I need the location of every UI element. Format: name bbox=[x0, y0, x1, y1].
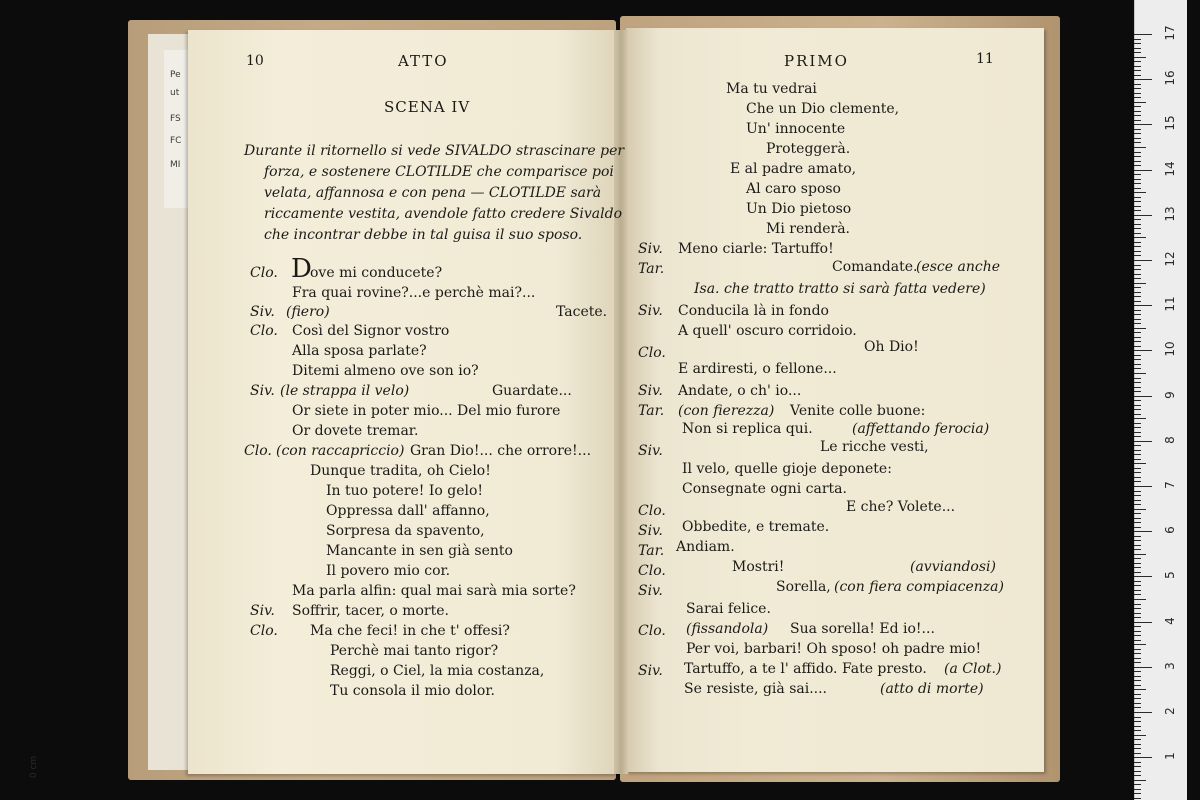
running-head: PRIMO bbox=[784, 52, 849, 70]
ruler-tick bbox=[1134, 70, 1141, 71]
ruler-tick bbox=[1134, 192, 1146, 193]
verse-line: Proteggerà. bbox=[766, 141, 851, 157]
ruler-tick bbox=[1134, 423, 1141, 424]
ruler-number: 5 bbox=[1163, 571, 1177, 580]
verse-line: Perchè mai tanto rigor? bbox=[330, 643, 499, 659]
ruler-tick bbox=[1134, 382, 1141, 383]
ruler-tick bbox=[1134, 84, 1141, 85]
stage-direction-line: forza, e sostenere CLOTILDE che comparisce poi bbox=[264, 164, 614, 180]
stage-direction-line: riccamente vestita, avendole fatto credere Sivaldo bbox=[264, 206, 622, 222]
ruler-number: 8 bbox=[1163, 435, 1177, 444]
speaker-label: Siv. bbox=[638, 383, 663, 399]
ruler-tick bbox=[1134, 676, 1141, 677]
ruler-tick bbox=[1134, 147, 1146, 148]
ruler-tick bbox=[1134, 328, 1146, 329]
verse-line: Che un Dio clemente, bbox=[746, 101, 900, 117]
verse-line: Sorella, bbox=[776, 579, 831, 595]
speaker-label: Siv. bbox=[250, 383, 275, 399]
speaker-label: Clo. bbox=[250, 323, 278, 339]
verse-line: Sorpresa da spavento, bbox=[326, 523, 485, 539]
verse-line: Ma parla alfin: qual mai sarà mia sorte? bbox=[292, 583, 576, 599]
ruler-tick bbox=[1134, 748, 1141, 749]
ruler-tick bbox=[1134, 585, 1141, 586]
ruler-unit: 0 cm bbox=[29, 755, 39, 779]
verse-line: Obbedite, e tremate. bbox=[682, 519, 830, 535]
ruler-tick bbox=[1134, 337, 1141, 338]
ruler-tick bbox=[1134, 161, 1141, 162]
ruler-tick bbox=[1134, 531, 1152, 532]
ruler-tick bbox=[1134, 210, 1141, 211]
verse-line: Tartuffo, a te l' affido. Fate presto. bbox=[684, 661, 927, 677]
ruler-tick bbox=[1134, 436, 1141, 437]
verse-line: Or dovete tremar. bbox=[292, 423, 419, 439]
ruler-tick bbox=[1134, 698, 1141, 699]
ruler-tick bbox=[1134, 260, 1152, 261]
ruler-tick bbox=[1134, 445, 1141, 446]
ruler-tick bbox=[1134, 156, 1141, 157]
speaker-label: Tar. bbox=[638, 403, 665, 419]
ruler-tick bbox=[1134, 373, 1146, 374]
stage-direction: (fiero) bbox=[286, 304, 330, 320]
stage-direction: (con fiera compiacenza) bbox=[834, 579, 1004, 595]
verse-line: Mostri! bbox=[732, 559, 785, 575]
ruler-tick bbox=[1134, 88, 1141, 89]
ruler-number: 12 bbox=[1163, 251, 1177, 267]
ruler-tick bbox=[1134, 418, 1146, 419]
ruler-tick bbox=[1134, 255, 1141, 256]
speaker-label: Siv. bbox=[250, 603, 275, 619]
ruler-number: 15 bbox=[1163, 115, 1177, 132]
speaker-label: Clo. bbox=[250, 265, 278, 281]
ruler-tick bbox=[1134, 165, 1141, 166]
ruler-tick bbox=[1134, 368, 1141, 369]
ruler-tick bbox=[1134, 106, 1141, 107]
flyleaf-text: FS bbox=[170, 114, 181, 124]
verse-line: E che? Volete... bbox=[846, 499, 956, 515]
page-number: 11 bbox=[976, 51, 994, 67]
ruler-number: 9 bbox=[1163, 390, 1177, 399]
verse-line: Meno ciarle: Tartuffo! bbox=[678, 241, 834, 257]
verse-line: Conducila là in fondo bbox=[678, 303, 829, 319]
ruler-tick bbox=[1134, 242, 1141, 243]
ruler-tick bbox=[1134, 522, 1141, 523]
ruler-tick bbox=[1134, 626, 1141, 627]
ruler-tick bbox=[1134, 278, 1141, 279]
ruler-tick bbox=[1134, 129, 1141, 130]
verse-line: Comandate. bbox=[832, 259, 918, 275]
speaker-label: Clo. bbox=[638, 345, 666, 361]
ruler-tick bbox=[1134, 500, 1141, 501]
ruler-tick bbox=[1134, 283, 1146, 284]
verse-line: Mancante in sen già sento bbox=[326, 543, 513, 559]
speaker-label: Clo. bbox=[638, 503, 666, 519]
speaker-label: Siv. bbox=[638, 523, 663, 539]
ruler-tick bbox=[1134, 219, 1141, 220]
ruler-number: 2 bbox=[1163, 707, 1177, 715]
ruler-tick bbox=[1134, 486, 1152, 487]
verse-line: Così del Signor vostro bbox=[292, 323, 450, 339]
verse-line: Fra quai rovine?...e perchè mai?... bbox=[292, 285, 536, 301]
ruler-tick bbox=[1134, 61, 1141, 62]
ruler-number: 4 bbox=[1163, 616, 1177, 625]
ruler-tick bbox=[1134, 355, 1141, 356]
ruler-tick bbox=[1134, 789, 1141, 790]
ruler-tick bbox=[1134, 563, 1141, 564]
verse-line: Tu consola il mio dolor. bbox=[330, 683, 495, 699]
ruler-tick bbox=[1134, 224, 1141, 225]
ruler-tick bbox=[1134, 459, 1141, 460]
stage-direction-line: velata, affannosa e con pena — CLOTILDE sarà bbox=[264, 185, 602, 201]
ruler-tick bbox=[1134, 753, 1141, 754]
verse-line: Dunque tradita, oh Cielo! bbox=[310, 463, 491, 479]
flyleaf-text: Pe bbox=[170, 70, 181, 80]
ruler-tick bbox=[1134, 513, 1141, 514]
ruler-tick bbox=[1134, 142, 1141, 143]
ruler-number: 10 bbox=[1163, 341, 1177, 358]
ruler-tick bbox=[1134, 115, 1141, 116]
ruler-tick bbox=[1134, 179, 1141, 180]
stage-direction: Isa. che tratto tratto si sarà fatta vedere) bbox=[694, 281, 986, 297]
ruler-tick bbox=[1134, 644, 1146, 645]
verse-line: Consegnate ogni carta. bbox=[682, 481, 847, 497]
speaker-label: Siv. bbox=[638, 663, 663, 679]
flyleaf-text: ut bbox=[170, 88, 180, 98]
ruler-tick bbox=[1134, 712, 1152, 713]
ruler-tick bbox=[1134, 468, 1141, 469]
running-head: ATTO bbox=[398, 52, 449, 70]
ruler-tick bbox=[1134, 364, 1141, 365]
ruler-tick bbox=[1134, 319, 1141, 320]
ruler-tick bbox=[1134, 477, 1141, 478]
ruler-tick bbox=[1134, 599, 1146, 600]
stage-direction: (affettando ferocia) bbox=[852, 421, 990, 437]
ruler-tick bbox=[1134, 509, 1146, 510]
ruler-tick bbox=[1134, 481, 1141, 482]
ruler-tick bbox=[1134, 292, 1141, 293]
ruler-tick bbox=[1134, 346, 1141, 347]
ruler-tick bbox=[1134, 310, 1141, 311]
verse-line: Mi renderà. bbox=[766, 221, 850, 237]
ruler-tick bbox=[1134, 152, 1141, 153]
verse-line: Se resiste, già sai.... bbox=[684, 681, 828, 697]
ruler-tick bbox=[1134, 34, 1152, 35]
ruler-number: 6 bbox=[1163, 526, 1177, 535]
ruler-tick bbox=[1134, 622, 1152, 623]
speaker-label: Siv. bbox=[638, 241, 663, 257]
verse-line: Sua sorella! Ed io!... bbox=[790, 621, 935, 637]
speaker-label: Siv. bbox=[638, 303, 663, 319]
ruler-tick bbox=[1134, 495, 1141, 496]
speaker-label: Clo. bbox=[638, 563, 666, 579]
ruler-tick bbox=[1134, 744, 1141, 745]
speaker-label: Siv. bbox=[250, 304, 275, 320]
ruler-tick bbox=[1134, 771, 1141, 772]
scene-title: SCENA IV bbox=[384, 98, 471, 116]
verse-line: Il povero mio cor. bbox=[326, 563, 451, 579]
flyleaf-text: MI bbox=[170, 160, 181, 170]
ruler-tick bbox=[1134, 301, 1141, 302]
verse-line: Un Dio pietoso bbox=[746, 201, 852, 217]
stage-direction: (fissandola) bbox=[686, 621, 769, 637]
verse-line: Ditemi almeno ove son io? bbox=[292, 363, 479, 379]
verse-line: Guardate... bbox=[492, 383, 572, 399]
verse-line: Tacete. bbox=[556, 304, 608, 320]
ruler-tick bbox=[1134, 391, 1141, 392]
ruler-tick bbox=[1134, 66, 1141, 67]
ruler-tick bbox=[1134, 703, 1141, 704]
ruler-tick bbox=[1134, 572, 1141, 573]
ruler-tick bbox=[1134, 536, 1141, 537]
ruler-tick bbox=[1134, 576, 1152, 577]
verse-line: Reggi, o Ciel, la mia costanza, bbox=[330, 663, 545, 679]
verse-line: Un' innocente bbox=[746, 121, 846, 137]
verse-line: Or siete in poter mio... Del mio furore bbox=[292, 403, 561, 419]
verse-line: Ma tu vedrai bbox=[726, 81, 817, 97]
ruler-tick bbox=[1134, 215, 1152, 216]
flyleaf-text: FC bbox=[170, 136, 182, 146]
verse-line: Non si replica qui. bbox=[682, 421, 813, 437]
ruler-tick bbox=[1134, 518, 1141, 519]
ruler-tick bbox=[1134, 653, 1141, 654]
drop-cap: D bbox=[291, 254, 312, 284]
page-number: 10 bbox=[246, 53, 264, 69]
ruler-tick bbox=[1134, 472, 1141, 473]
ruler-tick bbox=[1134, 296, 1141, 297]
verse-line: A quell' oscuro corridoio. bbox=[678, 323, 857, 339]
ruler-tick bbox=[1134, 102, 1146, 103]
ruler-tick bbox=[1134, 378, 1141, 379]
stage-direction-line: che incontrar debbe in tal guisa il suo sposo. bbox=[264, 227, 583, 243]
verse-line: Oh Dio! bbox=[864, 339, 919, 355]
stage-direction: (a Clot.) bbox=[944, 661, 1002, 677]
ruler-number: 1 bbox=[1163, 752, 1177, 761]
speaker-label: Clo. bbox=[638, 623, 666, 639]
stage-direction: (con raccapriccio) bbox=[276, 443, 405, 459]
ruler-number: 11 bbox=[1163, 296, 1177, 312]
ruler-tick bbox=[1134, 694, 1141, 695]
ruler-tick bbox=[1134, 52, 1141, 53]
ruler-tick bbox=[1134, 540, 1141, 541]
ruler-tick bbox=[1134, 414, 1141, 415]
ruler-number: 17 bbox=[1163, 25, 1177, 41]
speaker-label: Tar. bbox=[638, 261, 665, 277]
ruler-tick bbox=[1134, 188, 1141, 189]
ruler-tick bbox=[1134, 269, 1141, 270]
ruler-tick bbox=[1134, 798, 1141, 799]
speaker-label: Clo. bbox=[250, 623, 278, 639]
ruler-tick bbox=[1134, 170, 1152, 171]
ruler-tick bbox=[1134, 432, 1141, 433]
ruler-tick bbox=[1134, 608, 1141, 609]
stage-direction: (avviandosi) bbox=[910, 559, 996, 575]
ruler-tick bbox=[1134, 567, 1141, 568]
ruler-tick bbox=[1134, 314, 1141, 315]
ruler-tick bbox=[1134, 93, 1141, 94]
stage-direction: (atto di morte) bbox=[880, 681, 984, 697]
ruler-tick bbox=[1134, 405, 1141, 406]
ruler-tick bbox=[1134, 57, 1146, 58]
ruler-tick bbox=[1134, 97, 1141, 98]
ruler-tick bbox=[1134, 631, 1141, 632]
ruler-tick bbox=[1134, 549, 1141, 550]
ruler-tick bbox=[1134, 228, 1141, 229]
verse-line: Gran Dio!... che orrore!... bbox=[410, 443, 592, 459]
ruler-tick bbox=[1134, 246, 1141, 247]
ruler-tick bbox=[1134, 387, 1141, 388]
verse-line: Per voi, barbari! Oh sposo! oh padre mio! bbox=[686, 641, 982, 657]
ruler-tick bbox=[1134, 689, 1146, 690]
ruler-tick bbox=[1134, 450, 1141, 451]
ruler-tick bbox=[1134, 784, 1141, 785]
ruler-tick bbox=[1134, 635, 1141, 636]
ruler-tick bbox=[1134, 594, 1141, 595]
ruler-tick bbox=[1134, 237, 1146, 238]
stage-direction-line: Durante il ritornello si vede SIVALDO strascinare per bbox=[244, 143, 625, 159]
ruler-tick bbox=[1134, 649, 1141, 650]
stage-direction: (con fierezza) bbox=[678, 403, 775, 419]
ruler-tick bbox=[1134, 79, 1152, 80]
ruler-tick bbox=[1134, 504, 1141, 505]
speaker-label: Siv. bbox=[638, 583, 663, 599]
stage-direction: (esce anche bbox=[916, 259, 1001, 275]
ruler-tick bbox=[1134, 265, 1141, 266]
ruler-tick bbox=[1134, 454, 1141, 455]
ruler-tick bbox=[1134, 138, 1141, 139]
ruler-tick bbox=[1134, 707, 1141, 708]
ruler-tick bbox=[1134, 400, 1141, 401]
ruler-tick bbox=[1134, 43, 1141, 44]
ruler-tick bbox=[1134, 341, 1141, 342]
verse-line: ove mi conducete? bbox=[310, 265, 443, 281]
ruler-tick bbox=[1134, 766, 1141, 767]
ruler-tick bbox=[1134, 730, 1141, 731]
ruler-tick bbox=[1134, 721, 1141, 722]
verse-line: Il velo, quelle gioje deponete: bbox=[682, 461, 892, 477]
ruler-tick bbox=[1134, 739, 1141, 740]
ruler-tick bbox=[1134, 685, 1141, 686]
ruler-number: 14 bbox=[1163, 160, 1177, 177]
ruler-tick bbox=[1134, 441, 1152, 442]
ruler-tick bbox=[1134, 396, 1152, 397]
ruler-number: 3 bbox=[1163, 661, 1177, 670]
ruler-tick bbox=[1134, 604, 1141, 605]
ruler-tick bbox=[1134, 332, 1141, 333]
ruler-tick bbox=[1134, 197, 1141, 198]
ruler-tick bbox=[1134, 75, 1141, 76]
ruler-tick bbox=[1134, 762, 1141, 763]
ruler-tick bbox=[1134, 201, 1141, 202]
ruler-tick bbox=[1134, 274, 1141, 275]
ruler-tick bbox=[1134, 409, 1141, 410]
ruler-tick bbox=[1134, 613, 1141, 614]
ruler-tick bbox=[1134, 527, 1141, 528]
verse-line: Venite colle buone: bbox=[790, 403, 926, 419]
verse-line: Oppressa dall' affanno, bbox=[326, 503, 490, 519]
speaker-label: Clo. bbox=[244, 443, 272, 459]
ruler-tick bbox=[1134, 233, 1141, 234]
ruler-tick bbox=[1134, 251, 1141, 252]
ruler-tick bbox=[1134, 590, 1141, 591]
ruler-tick bbox=[1134, 793, 1141, 794]
ruler-tick bbox=[1134, 735, 1146, 736]
ruler-tick bbox=[1134, 359, 1141, 360]
ruler-tick bbox=[1134, 680, 1141, 681]
ruler-tick bbox=[1134, 775, 1141, 776]
ruler-tick bbox=[1134, 545, 1141, 546]
verse-line: In tuo potere! Io gelo! bbox=[326, 483, 484, 499]
ruler-tick bbox=[1134, 662, 1141, 663]
ruler-tick bbox=[1134, 183, 1141, 184]
verse-line: Andiam. bbox=[676, 539, 735, 555]
speaker-label: Siv. bbox=[638, 443, 663, 459]
speaker-label: Tar. bbox=[638, 543, 665, 559]
ruler-tick bbox=[1134, 463, 1146, 464]
ruler-tick bbox=[1134, 287, 1141, 288]
ruler-tick bbox=[1134, 717, 1141, 718]
ruler-tick bbox=[1134, 206, 1141, 207]
ruler-tick bbox=[1134, 120, 1141, 121]
ruler-tick bbox=[1134, 427, 1141, 428]
ruler-tick bbox=[1134, 780, 1146, 781]
ruler-tick bbox=[1134, 558, 1141, 559]
ruler-tick bbox=[1134, 323, 1141, 324]
ruler-tick bbox=[1134, 133, 1141, 134]
verse-line: Ma che feci! in che t' offesi? bbox=[310, 623, 510, 639]
ruler-tick bbox=[1134, 124, 1152, 125]
verse-line: Al caro sposo bbox=[746, 181, 841, 197]
ruler-tick bbox=[1134, 491, 1141, 492]
ruler-tick bbox=[1134, 757, 1152, 758]
verse-line: Soffrir, tacer, o morte. bbox=[292, 603, 449, 619]
ruler-number: 16 bbox=[1163, 70, 1177, 86]
verse-line: E al padre amato, bbox=[730, 161, 857, 177]
stage-direction: (le strappa il velo) bbox=[280, 383, 410, 399]
ruler-tick bbox=[1134, 658, 1141, 659]
ruler-tick bbox=[1134, 617, 1141, 618]
ruler-tick bbox=[1134, 39, 1141, 40]
ruler-tick bbox=[1134, 174, 1141, 175]
verse-line: Andate, o ch' io... bbox=[678, 383, 802, 399]
ruler-number: 13 bbox=[1163, 206, 1177, 222]
ruler-number: 7 bbox=[1163, 481, 1177, 489]
verse-line: Le ricche vesti, bbox=[820, 439, 929, 455]
ruler-tick bbox=[1134, 48, 1141, 49]
ruler-tick bbox=[1134, 581, 1141, 582]
ruler-tick bbox=[1134, 640, 1141, 641]
ruler-tick bbox=[1134, 350, 1152, 351]
measurement-ruler bbox=[1134, 0, 1187, 800]
ruler-tick bbox=[1134, 111, 1141, 112]
ruler-tick bbox=[1134, 726, 1141, 727]
ruler-tick bbox=[1134, 305, 1152, 306]
ruler-tick bbox=[1134, 554, 1146, 555]
verse-line: Alla sposa parlate? bbox=[292, 343, 427, 359]
ruler-tick bbox=[1134, 671, 1141, 672]
ruler-tick bbox=[1134, 667, 1152, 668]
verse-line: Sarai felice. bbox=[686, 601, 771, 617]
verse-line: E ardiresti, o fellone... bbox=[678, 361, 837, 377]
